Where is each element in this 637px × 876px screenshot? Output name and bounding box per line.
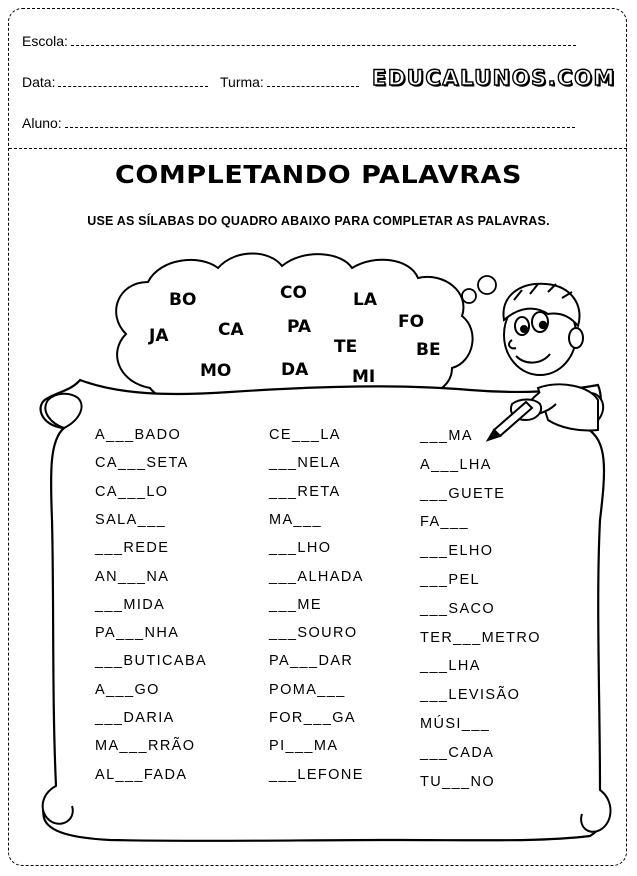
word-item[interactable]: TU___NO: [420, 773, 496, 790]
syllable-co: CO: [280, 283, 307, 303]
word-item[interactable]: POMA___: [269, 681, 346, 698]
word-item[interactable]: ___GUETE: [420, 485, 506, 502]
thought-bubble-1: [462, 289, 476, 303]
class-label: Turma:: [220, 74, 264, 90]
word-item[interactable]: ___SACO: [420, 600, 496, 617]
word-item[interactable]: CA___LO: [95, 483, 169, 500]
kid-pupil-right: [540, 322, 546, 328]
word-item[interactable]: CE___LA: [269, 427, 341, 443]
word-item[interactable]: ___SOURO: [269, 625, 358, 642]
kid-pupil-left: [521, 326, 527, 332]
syllable-pa: PA: [287, 317, 312, 337]
syllable-te: TE: [334, 337, 358, 357]
word-item[interactable]: ___ME: [269, 596, 322, 613]
word-item[interactable]: ___LHA: [420, 658, 481, 675]
date-label: Data:: [22, 74, 56, 90]
word-item[interactable]: MÚSI___: [420, 716, 491, 732]
word-item[interactable]: ___NELA: [269, 455, 341, 472]
student-label: Aluno:: [22, 115, 62, 131]
word-item[interactable]: FA___: [420, 514, 469, 531]
word-item[interactable]: ___CADA: [420, 744, 495, 761]
word-item[interactable]: AL___FADA: [95, 766, 188, 783]
syllable-la: LA: [353, 290, 377, 310]
word-item[interactable]: ___LEVISÃO: [420, 687, 521, 704]
thought-bubbles: [462, 276, 496, 303]
word-item[interactable]: ___LHO: [269, 540, 332, 557]
word-item[interactable]: A___GO: [95, 681, 160, 698]
syllable-ca: CA: [218, 320, 244, 340]
syllable-fo: FO: [398, 312, 425, 332]
word-item[interactable]: ___ELHO: [420, 543, 494, 560]
brand-logo: EDUCALUNOS.COM: [372, 66, 616, 90]
syllable-da: DA: [281, 360, 309, 380]
word-item[interactable]: ___REDE: [95, 540, 170, 557]
word-item[interactable]: A___LHA: [420, 456, 492, 473]
kid-ear: [569, 328, 583, 348]
word-item[interactable]: AN___NA: [95, 568, 170, 585]
word-item[interactable]: SALA___: [95, 511, 167, 528]
instruction-text: USE AS SÍLABAS DO QUADRO ABAIXO PARA COMPLETAR AS PALAVRAS.: [87, 214, 550, 228]
word-item[interactable]: MA___: [269, 511, 322, 528]
syllable-be: BE: [416, 340, 441, 360]
word-item[interactable]: A___BADO: [95, 427, 182, 443]
word-item[interactable]: ___MIDA: [95, 596, 166, 613]
word-item[interactable]: CA___SETA: [95, 455, 189, 472]
syllable-mo: MO: [200, 361, 232, 381]
word-item[interactable]: ___MA: [420, 428, 473, 444]
word-item[interactable]: MA___RRÃO: [95, 738, 196, 755]
word-item[interactable]: PA___DAR: [269, 653, 354, 670]
syllable-mi: MI: [352, 367, 376, 387]
word-item[interactable]: ___LEFONE: [269, 766, 364, 783]
word-item[interactable]: PI___MA: [269, 738, 339, 755]
word-item[interactable]: ___DARIA: [95, 710, 175, 726]
syllable-bo: BO: [169, 290, 197, 310]
thought-bubble-2: [478, 276, 496, 294]
word-item[interactable]: PA___NHA: [95, 625, 180, 642]
word-item[interactable]: FOR___GA: [269, 710, 356, 726]
word-item[interactable]: ___ALHADA: [269, 568, 364, 585]
syllable-ja: JA: [149, 326, 169, 346]
word-item[interactable]: ___RETA: [269, 483, 341, 500]
school-label: Escola:: [22, 33, 68, 49]
word-item[interactable]: ___BUTICABA: [95, 653, 208, 670]
page-title: COMPLETANDO PALAVRAS: [115, 160, 522, 189]
word-item[interactable]: TER___METRO: [420, 629, 541, 646]
word-item[interactable]: ___PEL: [420, 572, 480, 588]
